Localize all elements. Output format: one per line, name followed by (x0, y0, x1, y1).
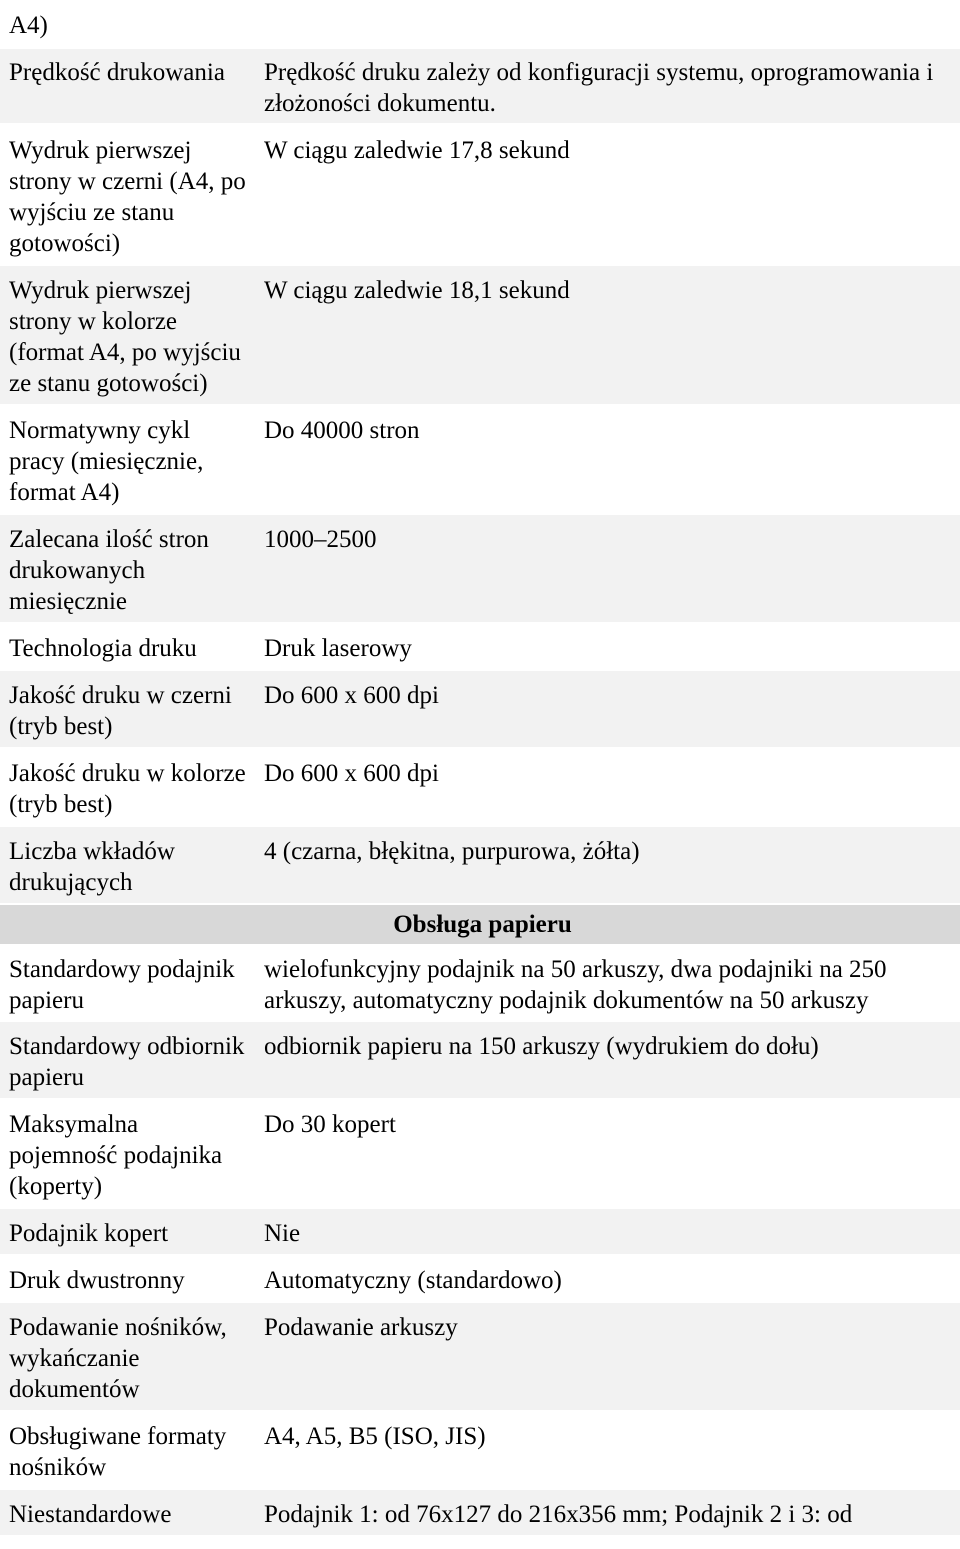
spec-row (0, 1255, 960, 1302)
spec-value-cell (255, 1021, 960, 1099)
spec-label-cell (0, 1302, 255, 1411)
spec-value-cell (255, 748, 960, 826)
spec-label-cell (0, 514, 255, 623)
spec-value-cell (255, 1302, 960, 1411)
spec-label: Maksymalna pojemność podajnika (koperty) (9, 1111, 223, 1200)
spec-value: Nie (264, 1220, 301, 1247)
spec-row (0, 945, 960, 1021)
spec-row (0, 0, 960, 48)
spec-value: 1000–2500 (264, 526, 377, 553)
spec-row (0, 1411, 960, 1489)
spec-value: Do 600 x 600 dpi (264, 682, 439, 709)
spec-value-cell (255, 826, 960, 904)
spec-value-cell (255, 514, 960, 623)
spec-value-cell (255, 670, 960, 748)
spec-value-cell (255, 1411, 960, 1489)
spec-label-cell (0, 1489, 255, 1536)
spec-value: 4 (czarna, błękitna, purpurowa, żółta) (264, 838, 640, 865)
spec-row (0, 405, 960, 514)
spec-row (0, 1099, 960, 1208)
spec-label-cell (0, 1208, 255, 1255)
section-header (0, 904, 960, 945)
spec-label: Druk dwustronny (9, 1267, 185, 1294)
spec-label: Podajnik kopert (9, 1220, 169, 1247)
spec-row (0, 124, 960, 265)
spec-row (0, 514, 960, 623)
spec-label-cell (0, 1099, 255, 1208)
spec-row (0, 670, 960, 748)
section-title: Obsługa papieru (393, 911, 572, 938)
spec-label: Jakość druku w kolorze (tryb best) (9, 760, 246, 818)
spec-label: Technologia druku (9, 635, 197, 662)
spec-value: Automatyczny (standardowo) (264, 1267, 562, 1294)
spec-value: Druk laserowy (264, 635, 412, 662)
spec-value: Do 600 x 600 dpi (264, 760, 439, 787)
spec-label-cell (0, 826, 255, 904)
spec-label: Standardowy podajnik papieru (9, 956, 235, 1014)
spec-value-cell (255, 623, 960, 670)
spec-label: Podawanie nośników, wykańczanie dokumentów (9, 1314, 227, 1403)
spec-value-cell (255, 1208, 960, 1255)
spec-label: Zalecana ilość stron drukowanych miesięcznie (9, 526, 209, 615)
spec-label-cell (0, 1021, 255, 1099)
spec-value: A4, A5, B5 (ISO, JIS) (264, 1423, 486, 1450)
spec-value-cell (255, 1255, 960, 1302)
spec-label: Standardowy odbiornik papieru (9, 1033, 245, 1091)
spec-value: W ciągu zaledwie 17,8 sekund (264, 137, 570, 164)
spec-row (0, 265, 960, 405)
spec-label-cell (0, 1411, 255, 1489)
spec-value-cell (255, 124, 960, 265)
spec-label-cell (0, 1255, 255, 1302)
spec-label: Obsługiwane formaty nośników (9, 1423, 227, 1481)
spec-row (0, 1208, 960, 1255)
spec-label-cell (0, 0, 255, 48)
spec-label: Jakość druku w czerni (tryb best) (9, 682, 232, 740)
spec-row (0, 623, 960, 670)
spec-value-cell (255, 1489, 960, 1536)
spec-row (0, 1021, 960, 1099)
spec-label: Wydruk pierwszej strony w czerni (A4, po wyjściu ze stanu gotowości) (9, 137, 246, 257)
spec-label-cell (0, 48, 255, 124)
spec-value: Do 40000 stron (264, 417, 420, 444)
section-header-row (0, 904, 960, 945)
spec-value: Podawanie arkuszy (264, 1314, 458, 1341)
spec-value-cell (255, 0, 960, 48)
spec-value-cell (255, 1099, 960, 1208)
spec-label-cell (0, 748, 255, 826)
spec-row (0, 48, 960, 124)
spec-label: A4) (9, 12, 48, 39)
spec-value: W ciągu zaledwie 18,1 sekund (264, 277, 570, 304)
spec-label: Wydruk pierwszej strony w kolorze (format A4, po wyjściu ze stanu gotowości) (9, 277, 241, 397)
spec-label-cell (0, 670, 255, 748)
spec-row (0, 1302, 960, 1411)
spec-row (0, 1489, 960, 1536)
spec-value-cell (255, 265, 960, 405)
spec-label-cell (0, 405, 255, 514)
spec-label-cell (0, 124, 255, 265)
spec-value: Prędkość druku zależy od konfiguracji systemu, oprogramowania i złożoności dokumentu. (264, 59, 934, 117)
spec-row (0, 826, 960, 904)
spec-value-cell (255, 48, 960, 124)
spec-row (0, 748, 960, 826)
spec-label: Niestandardowe (9, 1501, 172, 1528)
spec-label: Normatywny cykl pracy (miesięcznie, format A4) (9, 417, 204, 506)
spec-value-cell (255, 945, 960, 1021)
spec-value: wielofunkcyjny podajnik na 50 arkuszy, dwa podajniki na 250 arkuszy, automatyczny podajnik dokumentów na 50 arkuszy (264, 956, 887, 1014)
spec-label-cell (0, 265, 255, 405)
spec-value: odbiornik papieru na 150 arkuszy (wydrukiem do dołu) (264, 1033, 819, 1060)
spec-value: Do 30 kopert (264, 1111, 396, 1138)
spec-value: Podajnik 1: od 76x127 do 216x356 mm; Podajnik 2 i 3: od (264, 1501, 853, 1528)
spec-value-cell (255, 405, 960, 514)
spec-label: Liczba wkładów drukujących (9, 838, 175, 896)
spec-label-cell (0, 623, 255, 670)
spec-label: Prędkość drukowania (9, 59, 225, 86)
spec-label-cell (0, 945, 255, 1021)
